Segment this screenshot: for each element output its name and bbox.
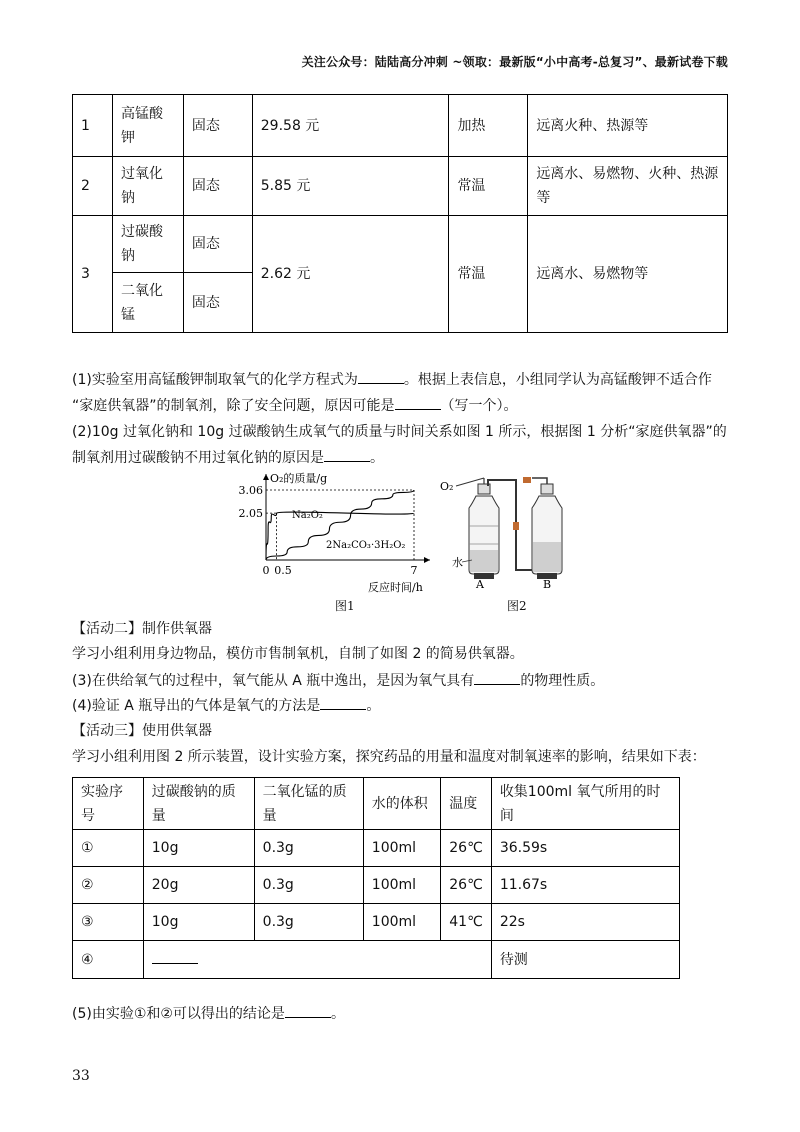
x-axis-label: 反应时间/h bbox=[368, 581, 423, 594]
table-header-row bbox=[73, 778, 680, 830]
cell-state: 固态 bbox=[183, 273, 252, 333]
activity-2-title: 【活动二】制作供氧器 bbox=[72, 621, 212, 637]
bottle-b-label: B bbox=[542, 578, 552, 591]
y-axis-label: O₂的质量/g bbox=[270, 472, 328, 485]
table-cell: ② bbox=[73, 867, 144, 904]
table-cell: 10g bbox=[143, 830, 254, 867]
table-row bbox=[73, 216, 728, 273]
cell-no: 2 bbox=[73, 157, 113, 216]
answer-blank[interactable] bbox=[152, 949, 198, 964]
figure-1-chart bbox=[230, 472, 450, 600]
answer-blank[interactable] bbox=[324, 447, 370, 462]
header-cell: 二氧化锰的质量 bbox=[254, 778, 363, 830]
bottle-a-label: A bbox=[476, 578, 484, 591]
x-tick-label: 0.5 bbox=[274, 564, 292, 577]
table-row bbox=[73, 867, 680, 904]
table-row bbox=[73, 904, 680, 941]
table-cell: 待测 bbox=[491, 941, 679, 979]
cell-no: 3 bbox=[73, 216, 113, 333]
table-cell: 22s bbox=[491, 904, 679, 941]
question-1-line-1: (1)实验室用高锰酸钾制取氧气的化学方程式为 。根据上表信息，小组同学认为高锰酸钾不适合作 bbox=[72, 369, 728, 391]
table-cell: 26℃ bbox=[441, 830, 492, 867]
cell-no: 1 bbox=[73, 95, 113, 157]
water-label: 水 bbox=[452, 556, 463, 569]
question-4: (4)验证 A 瓶导出的气体是氧气的方法是 。 bbox=[72, 695, 728, 717]
table-row bbox=[73, 941, 680, 979]
table-cell: 11.67s bbox=[491, 867, 679, 904]
answer-blank[interactable] bbox=[320, 695, 366, 710]
cell-storage: 远离水、易燃物等 bbox=[528, 216, 728, 333]
cell-condition: 加热 bbox=[449, 95, 528, 157]
table-cell: ① bbox=[73, 830, 144, 867]
cell-condition: 常温 bbox=[449, 157, 528, 216]
experiment-table bbox=[72, 777, 680, 979]
cell-state: 固态 bbox=[183, 216, 252, 273]
series-label-percarbonate: 2Na₂CO₃·3H₂O₂ bbox=[326, 540, 406, 551]
header-cell: 过碳酸钠的质量 bbox=[143, 778, 254, 830]
y-tick-label: 2.05 bbox=[238, 507, 263, 520]
table-row bbox=[73, 157, 728, 216]
table-cell: 26℃ bbox=[441, 867, 492, 904]
header-cell: 收集100ml 氧气所用的时间 bbox=[491, 778, 679, 830]
x-tick-label: 7 bbox=[410, 564, 418, 577]
question-2-line-2: 制氧剂用过碳酸钠不用过氧化钠的原因是 。 bbox=[72, 447, 728, 469]
activity-3-title: 【活动三】使用供氧器 bbox=[72, 723, 212, 739]
question-2-line-1: (2)10g 过氧化钠和 10g 过碳酸钠生成氧气的质量与时间关系如图 1 所示，根据图 1 分析“家庭供氧器”的 bbox=[72, 424, 727, 440]
bottle-b bbox=[532, 478, 562, 579]
header-cell: 水的体积 bbox=[363, 778, 440, 830]
table-cell: 100ml bbox=[363, 904, 440, 941]
figure-2-caption: 图2 bbox=[507, 599, 527, 613]
question-1-line-2: “家庭供氧器”的制氧剂，除了安全问题，原因可能是 （写一个）。 bbox=[72, 395, 728, 417]
table-cell: 36.59s bbox=[491, 830, 679, 867]
oxygen-agent-table bbox=[72, 94, 728, 333]
answer-blank[interactable] bbox=[474, 670, 520, 685]
answer-blank[interactable] bbox=[395, 395, 441, 410]
figure-1-caption: 图1 bbox=[335, 599, 355, 613]
cell-storage: 远离火种、热源等 bbox=[528, 95, 728, 157]
activity-3-description: 学习小组利用图 2 所示装置，设计实验方案，探究药品的用量和温度对制氧速率的影响，结果如下表： bbox=[72, 749, 706, 765]
header-cell: 温度 bbox=[441, 778, 492, 830]
table-cell: 0.3g bbox=[254, 830, 363, 867]
table-cell: 100ml bbox=[363, 867, 440, 904]
series-line-na2o2 bbox=[266, 512, 414, 560]
table-cell: 41℃ bbox=[441, 904, 492, 941]
y-tick-label: 3.06 bbox=[238, 484, 263, 497]
cell-name: 二氧化锰 bbox=[112, 273, 183, 333]
table-cell: 0.3g bbox=[254, 867, 363, 904]
table-cell: 10g bbox=[143, 904, 254, 941]
activity-2-description: 学习小组利用身边物品，模仿市售制氧机，自制了如图 2 的简易供氧器。 bbox=[72, 646, 524, 662]
cell-state: 固态 bbox=[183, 95, 252, 157]
cell-name: 过碳酸钠 bbox=[112, 216, 183, 273]
o2-label: O₂ bbox=[440, 480, 454, 493]
cell-storage: 远离水、易燃物、火种、热源等 bbox=[528, 157, 728, 216]
table-row bbox=[73, 830, 680, 867]
cell-condition: 常温 bbox=[449, 216, 528, 333]
header-cell: 实验序号 bbox=[73, 778, 144, 830]
table-cell: 0.3g bbox=[254, 904, 363, 941]
cell-name: 过氧化钠 bbox=[112, 157, 183, 216]
page-number: 33 bbox=[72, 1068, 90, 1084]
cell-price: 2.62 元 bbox=[252, 216, 449, 333]
answer-blank[interactable] bbox=[358, 369, 404, 384]
table-cell: 100ml bbox=[363, 830, 440, 867]
table-cell: ④ bbox=[73, 941, 144, 979]
answer-cell[interactable] bbox=[143, 941, 491, 979]
table-cell: ③ bbox=[73, 904, 144, 941]
question-3: (3)在供给氧气的过程中，氧气能从 A 瓶中逸出，是因为氧气具有 的物理性质。 bbox=[72, 670, 728, 692]
cell-price: 29.58 元 bbox=[252, 95, 449, 157]
series-label-na2o2: Na₂O₂ bbox=[292, 510, 323, 521]
figure-2-apparatus bbox=[432, 474, 582, 592]
x-tick-label: 0 bbox=[262, 564, 270, 577]
answer-blank[interactable] bbox=[285, 1003, 331, 1018]
cell-name: 高锰酸钾 bbox=[112, 95, 183, 157]
table-row bbox=[73, 95, 728, 157]
table-cell: 20g bbox=[143, 867, 254, 904]
page-header: 关注公众号：陆陆高分冲刺 ~领取：最新版“小中高考-总复习”、最新试卷下载 bbox=[301, 55, 728, 69]
cell-price: 5.85 元 bbox=[252, 157, 449, 216]
question-5: (5)由实验①和②可以得出的结论是 。 bbox=[72, 1003, 728, 1025]
cell-state: 固态 bbox=[183, 157, 252, 216]
